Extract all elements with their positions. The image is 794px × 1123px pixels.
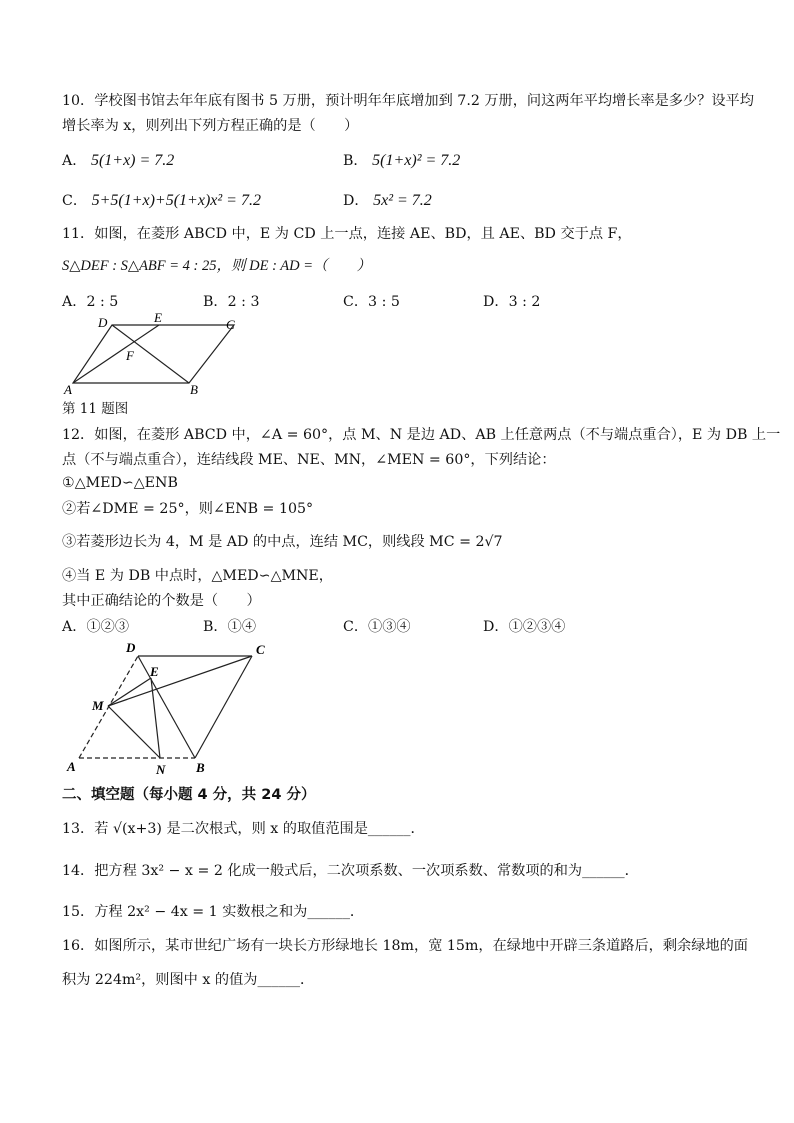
q12-conclusion-4: ④当 E 为 DB 中点时，△MED∽△MNE， — [62, 568, 333, 584]
segment-mc — [108, 656, 252, 706]
segment-ae — [73, 325, 159, 383]
q10-option-b — [343, 150, 460, 170]
q14-stem: 14．把方程 3x² − x = 2 化成一般式后，二次项系数、一次项系数、常数项的和为______． — [62, 863, 639, 879]
side-cb — [195, 656, 252, 758]
option-letter: C． — [343, 619, 369, 635]
option-letter: B． — [203, 619, 228, 635]
q12-stem-line2: 点（不与端点重合），连结线段 ME、NE、MN，∠MEN = 60°，下列结论： — [62, 452, 556, 468]
option-text: ①②③ — [86, 619, 130, 635]
q12-stem-line1: 12．如图，在菱形 ABCD 中，∠A = 60°，点 M、N 是边 AD、AB 上任意两点（不与端点重合），E 为 DB 上一 — [62, 427, 781, 443]
q16-stem-line2: 积为 224m²，则图中 x 的值为______． — [62, 972, 315, 988]
segment-mn — [108, 706, 160, 758]
label-d: D — [98, 315, 108, 330]
q12-conclusion-3: ③若菱形边长为 4，M 是 AD 的中点，连结 MC，则线段 MC = 2√7 — [62, 534, 503, 550]
q11-option-c — [343, 291, 400, 311]
q16-stem-line1: 16．如图所示，某市世纪广场有一块长方形绿地长 18m，宽 15m，在绿地中开辟三条道路后，剩余绿地的面 — [62, 938, 748, 954]
section-2-heading: 二、填空题（每小题 4 分，共 24 分） — [62, 787, 316, 803]
option-text: 2 : 3 — [227, 294, 260, 310]
q15-stem: 15．方程 2x² − 4x = 1 实数根之和为______． — [62, 904, 365, 920]
option-text: 3 : 5 — [368, 294, 400, 310]
label-n: N — [156, 762, 166, 777]
option-letter: C． — [343, 294, 369, 310]
q11-figure-caption: 第 11 题图 — [62, 401, 129, 417]
option-expr: 5x² = 7.2 — [373, 192, 432, 209]
label-b: B — [190, 382, 198, 397]
q11-option-a — [62, 291, 118, 311]
label-c: C — [256, 642, 265, 657]
label-e: E — [154, 310, 162, 325]
option-letter: B． — [203, 294, 228, 310]
q12-option-d — [483, 616, 565, 636]
q12-figure — [62, 638, 282, 778]
q11-stem-line1: 11．如图，在菱形 ABCD 中，E 为 CD 上一点，连接 AE、BD，且 AE、BD 交于点 F， — [62, 226, 632, 242]
q12-conclusion-2: ②若∠DME = 25°，则∠ENB = 105° — [62, 501, 314, 517]
option-letter: A． — [62, 153, 87, 169]
q10-option-c — [62, 190, 261, 210]
q10-option-a — [62, 150, 174, 170]
label-a: A — [67, 759, 76, 774]
label-c: C — [226, 317, 235, 332]
q11-option-b — [203, 291, 259, 311]
q12-option-c — [343, 616, 411, 636]
label-b: B — [196, 760, 205, 775]
option-text: 3 : 2 — [508, 294, 541, 310]
label-e: E — [150, 664, 159, 679]
q13-stem: 13．若 √(x+3) 是二次根式，则 x 的取值范围是______． — [62, 821, 425, 837]
label-a: A — [64, 382, 72, 397]
q12-question-line: 其中正确结论的个数是（ ） — [62, 593, 261, 609]
option-letter: D． — [343, 193, 369, 209]
q10-option-d — [343, 190, 432, 210]
label-m: M — [92, 698, 104, 713]
segment-bd — [112, 325, 189, 383]
option-expr: 5+5(1+x)+5(1+x)x² = 7.2 — [91, 192, 261, 209]
q12-conclusion-1: ①△MED∽△ENB — [62, 475, 178, 491]
option-letter: B． — [343, 153, 368, 169]
option-text: ①③④ — [368, 619, 411, 635]
option-text: 2 : 5 — [86, 294, 119, 310]
diagonal-db — [138, 656, 195, 758]
q12-option-b — [203, 616, 256, 636]
label-d: D — [126, 640, 136, 655]
option-letter: A． — [62, 619, 87, 635]
option-letter: A． — [62, 294, 87, 310]
option-letter: C． — [62, 193, 88, 209]
option-expr: 5(1+x)² = 7.2 — [372, 152, 461, 169]
q11-figure — [62, 310, 252, 400]
q10-stem-line2: 增长率为 x，则列出下列方程正确的是（ ） — [62, 118, 359, 134]
rhombus-abcd — [73, 325, 234, 383]
q11-stem-line2: S△DEF : S△ABF = 4 : 25，则 DE : AD =（ ） — [62, 258, 372, 274]
option-letter: D． — [483, 294, 509, 310]
q12-option-a — [62, 616, 129, 636]
option-expr: 5(1+x) = 7.2 — [90, 152, 175, 169]
option-text: ①②③④ — [508, 619, 566, 635]
label-f: F — [126, 348, 134, 363]
q10-stem-line1: 10．学校图书馆去年年底有图书 5 万册，预计明年年底增加到 7.2 万册，问这两年平均增长率是多少？设平均 — [62, 93, 754, 109]
option-letter: D． — [483, 619, 509, 635]
segment-me — [108, 678, 151, 706]
q11-option-d — [483, 291, 540, 311]
option-text: ①④ — [227, 619, 257, 635]
